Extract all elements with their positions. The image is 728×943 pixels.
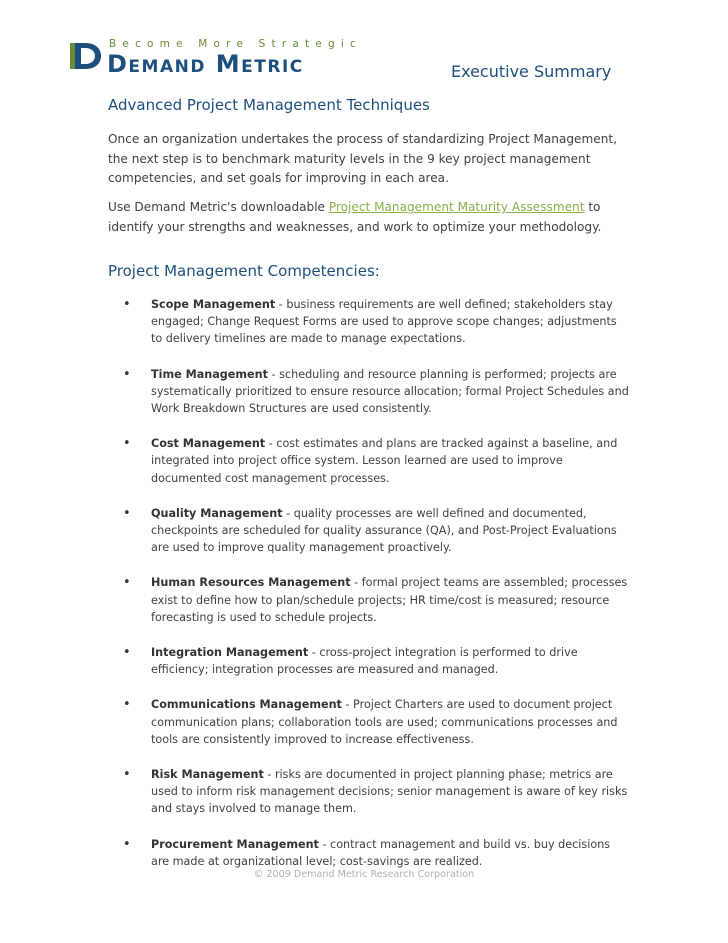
competencies-heading: Project Management Competencies: — [108, 262, 380, 280]
bullet-icon: • — [123, 645, 131, 661]
list-item — [110, 296, 630, 348]
competency-description: - cost estimates and plans are tracked against a baseline, and integrated into project office system. Lesson learned are used to improve documented cost management processes. — [151, 437, 618, 485]
list-item — [110, 644, 630, 678]
bullet-icon: • — [123, 505, 131, 521]
bullet-icon: • — [123, 767, 131, 783]
competency-description: - scheduling and resource planning is performed; projects are systematically prioritized to ensure resource allocation; formal Project Schedules and Work Breakdown Structures are used consistently. — [151, 367, 629, 416]
competency-description: - contract management and build vs. buy decisions are made at organizational level; cost-savings are realized. — [151, 837, 611, 868]
bullet-icon: • — [123, 697, 131, 713]
competency-name: Human Resources Management — [151, 576, 351, 590]
competencies-list — [110, 296, 630, 870]
intro-p2-text: Use Demand Metric's downloadable — [108, 200, 329, 214]
competency-description: - Project Charters are used to document project communication plans; collaboration tools are used; communications processes and tools are consistently improved to increase effectiveness. — [151, 698, 618, 746]
tagline: Become More Strategic — [109, 38, 362, 50]
list-item — [110, 435, 630, 487]
competency-name: Risk Management — [151, 768, 264, 782]
bullet-icon: • — [123, 575, 131, 591]
intro-p2-text-end: to identify your strengths and weaknesses, and work to optimize your methodology. — [108, 200, 602, 234]
competency-name: Integration Management — [151, 646, 309, 660]
maturity-assessment-link[interactable]: Project Management Maturity Assessment — [328, 200, 585, 214]
bullet-icon: • — [123, 297, 131, 312]
competency-name: Communications Management — [151, 698, 342, 712]
bullet-icon: • — [123, 366, 131, 382]
competency-description: - quality processes are well defined and documented, checkpoints are scheduled for quality assurance (QA), and Post-Project Evaluations are used to improve quality management proactively. — [151, 506, 617, 555]
competency-name: Scope Management — [151, 298, 276, 311]
demand-metric-logo-icon — [67, 39, 103, 73]
brand-name: Demand Metric — [107, 50, 304, 78]
competency-description: - risks are documented in project planning phase; metrics are used to inform risk management decisions; senior management is aware of key risks and stays involved to manage them. — [151, 768, 628, 816]
competency-description: - formal project teams are assembled; processes exist to define how to plan/schedule projects; HR time/cost is measured; resource forecasting is used to schedule projects. — [151, 576, 628, 624]
footer-copyright: © 2009 Demand Metric Research Corporation — [253, 869, 475, 880]
competency-description: - business requirements are well defined; stakeholders stay engaged; Change Request Forms are used to approve scope changes; adjustments to delivery timelines are made to manage expectations. — [151, 298, 617, 346]
competency-name: Quality Management — [151, 506, 283, 520]
list-item — [110, 574, 630, 626]
bullet-icon: • — [123, 436, 131, 452]
competency-name: Cost Management — [151, 437, 266, 451]
list-item — [110, 505, 630, 557]
competency-name: Time Management — [151, 367, 268, 381]
competency-description: - cross-project integration is performed to drive efficiency; integration processes are measured and managed. — [151, 646, 578, 677]
bullet-icon: • — [123, 836, 131, 852]
document-type: Executive Summary — [451, 62, 612, 81]
list-item — [110, 366, 630, 418]
intro-paragraph-2 — [108, 198, 628, 237]
list-item — [110, 836, 630, 870]
list-item — [110, 696, 630, 748]
list-item — [110, 766, 630, 818]
page-title: Advanced Project Management Techniques — [108, 96, 430, 114]
intro-paragraph-1: Once an organization undertakes the process of standardizing Project Management, the next step is to benchmark maturity levels in the 9 key project management competencies, and set goals for improving in each area. — [108, 132, 617, 185]
competency-name: Procurement Management — [151, 837, 319, 851]
